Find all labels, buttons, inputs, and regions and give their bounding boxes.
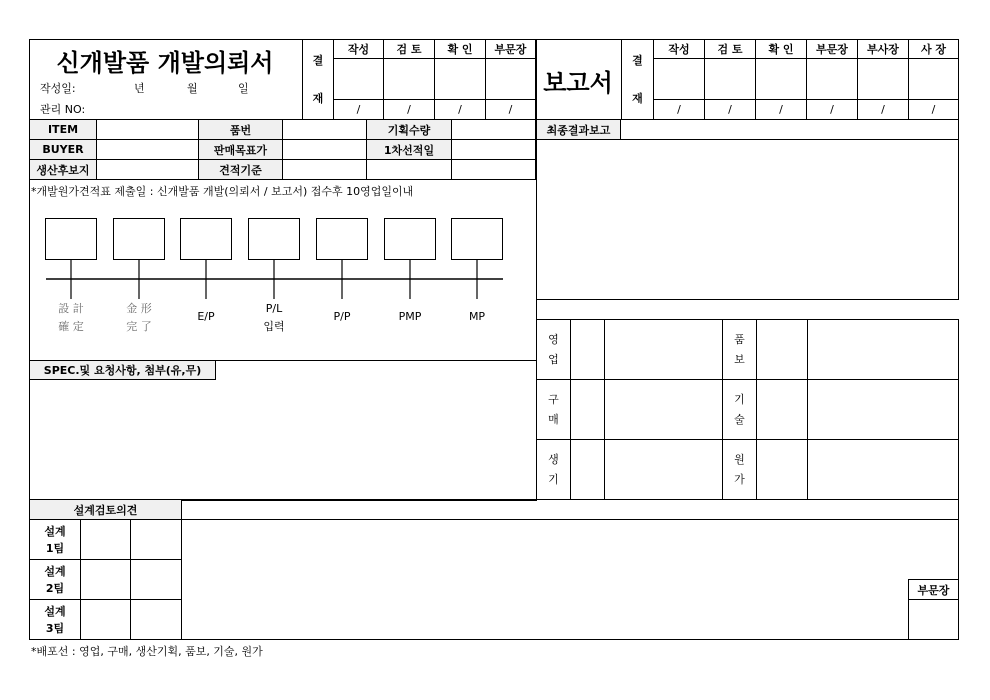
approval-sign-head[interactable] <box>485 58 536 100</box>
team3-sign-a[interactable] <box>80 599 131 640</box>
process-box-pl[interactable] <box>248 218 300 260</box>
step-design-line1: 設 計 <box>58 302 84 315</box>
report-head-review: 검 토 <box>704 39 756 59</box>
dept-tech-sign[interactable] <box>756 379 808 440</box>
report-title: 보고서 <box>543 68 613 97</box>
buyer-label: BUYER <box>29 139 97 160</box>
part-no-label: 품번 <box>198 119 283 140</box>
item-field[interactable] <box>96 119 199 140</box>
team2-l1: 설계 <box>44 564 66 578</box>
part-no-field[interactable] <box>282 119 367 140</box>
process-box-pp[interactable] <box>316 218 368 260</box>
dept-prodplan-c2: 기 <box>548 472 559 486</box>
team1-sign-b[interactable] <box>130 519 182 560</box>
target-price-label: 판매목표가 <box>198 139 283 160</box>
final-result-header-field[interactable] <box>620 119 959 140</box>
dept-quality-c1: 품 <box>734 332 745 346</box>
form-title: 신개발품 개발의뢰서 <box>56 48 274 77</box>
approval-date-review[interactable]: / <box>383 99 435 120</box>
date-month: 월 <box>187 82 198 95</box>
process-box-pmp[interactable] <box>384 218 436 260</box>
team2-label <box>29 559 81 600</box>
approval-head-review: 검 토 <box>383 39 435 59</box>
dept-prodplan-comment[interactable] <box>604 439 723 500</box>
spec-body[interactable] <box>29 360 537 501</box>
approval-date-confirm[interactable]: / <box>434 99 486 120</box>
dept-purchase-comment[interactable] <box>604 379 723 440</box>
approval-sign-confirm[interactable] <box>434 58 486 100</box>
final-result-label: 최종결과보고 <box>536 119 621 140</box>
design-review-comment[interactable] <box>181 519 959 640</box>
step-mold-label <box>113 300 165 336</box>
report-approval-label-top: 결 <box>632 54 643 67</box>
production-site-label: 생산후보지 <box>29 159 97 180</box>
team3-l2: 3팀 <box>45 621 65 635</box>
approval-sign-review[interactable] <box>383 58 435 100</box>
team3-label <box>29 599 81 640</box>
first-ship-label: 1차선적일 <box>366 139 452 160</box>
step-pp-label: P/P <box>333 310 351 323</box>
report-sign-confirm[interactable] <box>755 58 807 100</box>
dept-sales-c1: 영 <box>548 332 559 346</box>
design-review-label: 설계검토의견 <box>29 499 182 520</box>
blank-cell-1 <box>366 159 452 180</box>
dept-sales-label <box>536 319 571 380</box>
dept-quality-c2: 보 <box>734 352 745 366</box>
team2-l2: 2팀 <box>45 581 65 595</box>
team1-l2: 1팀 <box>45 541 65 555</box>
dept-tech-label <box>722 379 757 440</box>
team1-l1: 설계 <box>44 524 66 538</box>
item-label: ITEM <box>29 119 97 140</box>
report-date-vp[interactable]: / <box>857 99 909 120</box>
step-design-line2: 確 定 <box>58 320 84 333</box>
buyer-field[interactable] <box>96 139 199 160</box>
approval-date-head[interactable]: / <box>485 99 536 120</box>
step-mold-line1: 金 形 <box>126 302 152 315</box>
team2-sign-b[interactable] <box>130 559 182 600</box>
target-price-field[interactable] <box>282 139 367 160</box>
division-head-sign-box[interactable] <box>908 599 959 640</box>
design-review-header-field <box>181 499 959 520</box>
date-year: 년 <box>134 82 145 95</box>
approval-head-write: 작성 <box>333 39 384 59</box>
approval-date-write[interactable]: / <box>333 99 384 120</box>
quote-basis-field[interactable] <box>282 159 367 180</box>
report-sign-president[interactable] <box>908 58 959 100</box>
mgmt-no-label: 관리 NO: <box>40 103 86 116</box>
process-note: *개발원가견적표 제출일 : 신개발품 개발(의뢰서 / 보고서) 접수후 10영업일이내 <box>31 185 414 198</box>
process-box-mp[interactable] <box>451 218 503 260</box>
dept-tech-comment[interactable] <box>807 379 959 440</box>
report-date-division[interactable]: / <box>806 99 858 120</box>
report-date-review[interactable]: / <box>704 99 756 120</box>
report-sign-division[interactable] <box>806 58 858 100</box>
approval-sign-write[interactable] <box>333 58 384 100</box>
report-date-confirm[interactable]: / <box>755 99 807 120</box>
dept-prodplan-c1: 생 <box>548 452 559 466</box>
dept-tech-c2: 술 <box>734 412 745 426</box>
process-box-ep[interactable] <box>180 218 232 260</box>
step-pl-line1: P/L <box>265 302 283 315</box>
dept-cost-label <box>722 439 757 500</box>
process-box-mold[interactable] <box>113 218 165 260</box>
report-approval-label-bottom: 재 <box>632 92 643 105</box>
step-pl-line2: 입력 <box>263 320 285 333</box>
team1-sign-a[interactable] <box>80 519 131 560</box>
report-sign-review[interactable] <box>704 58 756 100</box>
dept-purchase-label <box>536 379 571 440</box>
dept-sales-sign[interactable] <box>570 319 605 380</box>
team3-sign-b[interactable] <box>130 599 182 640</box>
dept-purchase-sign[interactable] <box>570 379 605 440</box>
dept-purchase-c1: 구 <box>548 392 559 406</box>
report-sign-write[interactable] <box>653 58 705 100</box>
dept-quality-sign[interactable] <box>756 319 808 380</box>
dept-cost-sign[interactable] <box>756 439 808 500</box>
approval-head-head: 부문장 <box>485 39 536 59</box>
report-sign-vp[interactable] <box>857 58 909 100</box>
dept-prodplan-sign[interactable] <box>570 439 605 500</box>
quote-basis-label: 견적기준 <box>198 159 283 180</box>
production-site-field[interactable] <box>96 159 199 180</box>
dept-cost-c2: 가 <box>734 472 745 486</box>
plan-qty-label: 기획수량 <box>366 119 452 140</box>
date-label: 작성일: <box>40 82 76 95</box>
spec-label: SPEC.및 요청사항, 첨부(유,무) <box>29 360 216 380</box>
dept-sales-comment[interactable] <box>604 319 723 380</box>
dept-purchase-c2: 매 <box>548 412 559 426</box>
team1-label <box>29 519 81 560</box>
process-timeline <box>29 255 537 305</box>
team3-l1: 설계 <box>44 604 66 618</box>
report-head-write: 작성 <box>653 39 705 59</box>
dept-prodplan-label <box>536 439 571 500</box>
approval-head-confirm: 확 인 <box>434 39 486 59</box>
report-date-write[interactable]: / <box>653 99 705 120</box>
dept-tech-c1: 기 <box>734 392 745 406</box>
final-result-body[interactable] <box>536 139 959 300</box>
first-ship-field[interactable] <box>451 139 536 160</box>
report-head-confirm: 확 인 <box>755 39 807 59</box>
approval-label-top: 결 <box>312 54 324 67</box>
report-head-division: 부문장 <box>806 39 858 59</box>
dept-cost-comment[interactable] <box>807 439 959 500</box>
step-mp-label: MP <box>468 310 486 323</box>
step-pl-label <box>248 300 300 336</box>
blank-cell-2 <box>451 159 536 180</box>
process-box-design[interactable] <box>45 218 97 260</box>
step-mold-line2: 完 了 <box>126 320 152 333</box>
step-pmp-label: PMP <box>398 310 422 323</box>
report-date-president[interactable]: / <box>908 99 959 120</box>
division-head-sign-label: 부문장 <box>908 579 959 600</box>
step-design-label <box>45 300 97 336</box>
step-ep-label: E/P <box>197 310 215 323</box>
dept-sales-c2: 업 <box>548 352 559 366</box>
report-head-vp: 부사장 <box>857 39 909 59</box>
team2-sign-a[interactable] <box>80 559 131 600</box>
approval-label-bottom: 재 <box>312 92 324 105</box>
distribution-note: *배포선 : 영업, 구매, 생산기획, 품보, 기술, 원가 <box>31 645 263 658</box>
dept-quality-comment[interactable] <box>807 319 959 380</box>
dept-quality-label <box>722 319 757 380</box>
dept-cost-c1: 원 <box>734 452 745 466</box>
report-head-president: 사 장 <box>908 39 959 59</box>
date-day: 일 <box>238 82 249 95</box>
plan-qty-field[interactable] <box>451 119 536 140</box>
